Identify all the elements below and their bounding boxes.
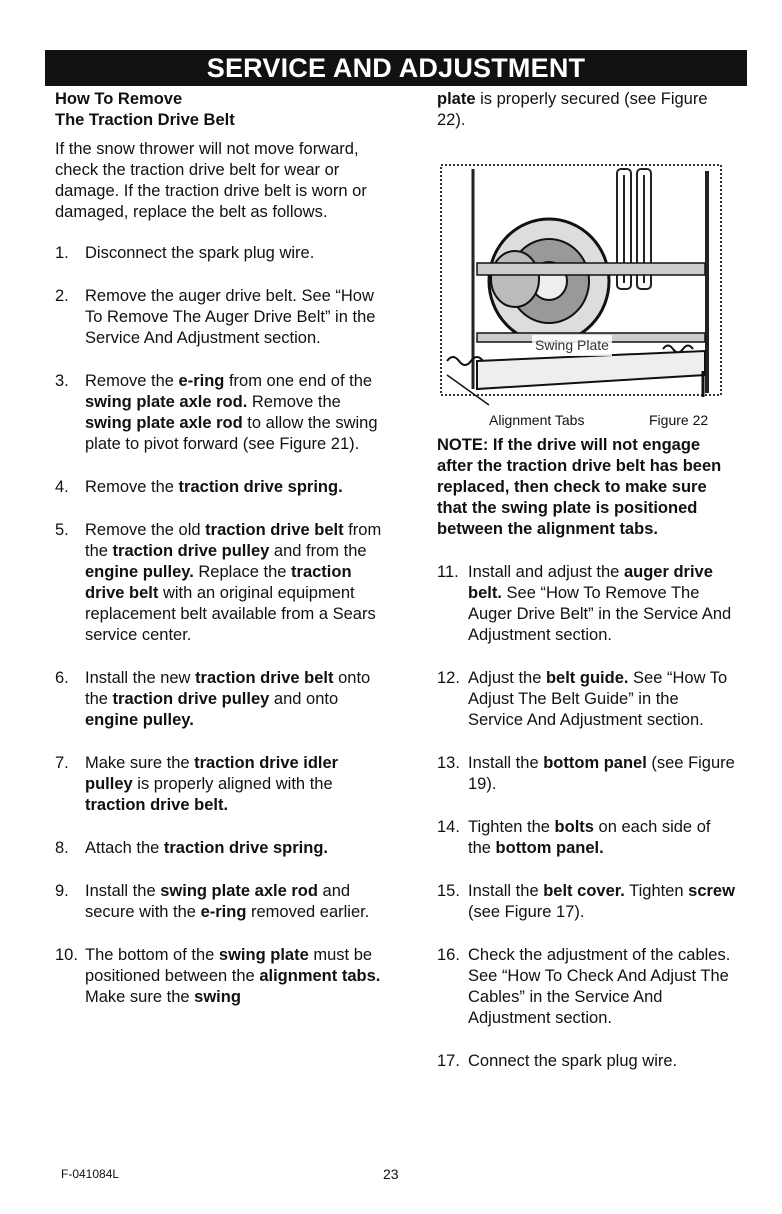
step-number: 11. xyxy=(437,563,459,581)
step-item xyxy=(55,371,385,455)
text-run: Install and adjust the xyxy=(468,563,624,581)
text-run: from one end of the xyxy=(224,372,373,390)
text-run: Install the xyxy=(85,882,161,900)
text-run: Remove the xyxy=(247,393,341,411)
text-run: Make sure the xyxy=(85,754,195,772)
section-heading-line2: The Traction Drive Belt xyxy=(55,111,235,129)
step-text xyxy=(85,881,385,923)
text-run: Install the new xyxy=(85,669,196,687)
bold-term: auger drive belt. xyxy=(468,563,713,602)
text-run: Attach the xyxy=(85,839,164,857)
step-number: 13. xyxy=(437,754,460,772)
figure-caption: Figure 22 xyxy=(649,412,709,428)
section-heading-line1: How To Remove xyxy=(55,90,183,108)
step-text xyxy=(468,753,737,795)
step-text xyxy=(468,562,737,646)
bold-term: swing plate axle rod xyxy=(160,882,318,900)
bold-term: belt cover. xyxy=(543,882,625,900)
right-column xyxy=(437,89,737,1072)
step-number: 7. xyxy=(55,754,69,772)
step-item xyxy=(55,243,385,264)
step-item xyxy=(437,881,737,923)
section-banner: SERVICE AND ADJUSTMENT xyxy=(45,50,747,86)
step-item xyxy=(55,838,385,859)
step-item xyxy=(55,881,385,923)
text-run: See “How To Adjust The Belt Guide” in the Service And Adjustment section. xyxy=(468,669,728,729)
step-item xyxy=(437,1051,737,1072)
bold-term: traction drive belt. xyxy=(85,796,229,814)
step-text xyxy=(85,286,385,349)
step-item xyxy=(55,477,385,498)
text-run: is properly aligned with the xyxy=(132,775,333,793)
text-run: and onto xyxy=(269,690,339,708)
text-run: must be positioned between the xyxy=(85,946,373,985)
step-number: 14. xyxy=(437,818,460,836)
text-run: from the xyxy=(85,521,382,560)
text-run: and from the xyxy=(269,542,367,560)
bold-term: traction drive idler pulley xyxy=(85,754,339,793)
text-run: removed earlier. xyxy=(246,903,370,921)
bold-term: swing plate xyxy=(218,946,309,964)
step-text xyxy=(468,817,737,859)
text-run: The bottom of the xyxy=(85,946,219,964)
bold-term: e-ring xyxy=(178,372,225,390)
continuation-text xyxy=(437,89,737,131)
step-number: 15. xyxy=(437,882,460,900)
step-text xyxy=(468,668,737,731)
step-text xyxy=(85,243,385,264)
bold-term: plate xyxy=(437,90,476,108)
bold-term: alignment tabs. xyxy=(259,967,381,985)
step-number: 8. xyxy=(55,839,69,857)
step-text xyxy=(468,1051,737,1072)
note-text: NOTE: If the drive will not engage after the traction drive belt has been replaced, then check to make sure that the swing plate is positioned between the alignment tabs. xyxy=(437,436,722,538)
bold-term: screw xyxy=(688,882,735,900)
bold-term: bottom panel xyxy=(543,754,647,772)
left-column xyxy=(55,89,385,1008)
step-number: 10. xyxy=(55,946,78,964)
step-text xyxy=(468,945,737,1029)
text-run: is properly secured (see Figure 22). xyxy=(437,90,708,129)
left-step-list xyxy=(55,243,385,1008)
step-item xyxy=(437,945,737,1029)
bold-term: traction drive pulley xyxy=(112,690,270,708)
text-run: Install the xyxy=(468,754,544,772)
step-item xyxy=(55,945,385,1008)
step-text xyxy=(85,477,385,498)
text-run: and secure with the xyxy=(85,882,351,921)
document-code: F-041084L xyxy=(61,1167,120,1181)
text-run: (see Figure 17). xyxy=(468,903,585,921)
bold-term: engine pulley. xyxy=(85,711,194,729)
text-run: Install the xyxy=(468,882,544,900)
text-run: Connect the spark plug wire. xyxy=(468,1052,678,1070)
bold-term: traction drive belt xyxy=(195,669,334,687)
step-item xyxy=(55,668,385,731)
step-item xyxy=(437,668,737,731)
step-item xyxy=(437,562,737,646)
bold-term: swing plate axle rod xyxy=(85,414,243,432)
text-run: on each side of the xyxy=(468,818,711,857)
step-text xyxy=(85,838,385,859)
step-number: 5. xyxy=(55,521,69,539)
text-run: Replace the xyxy=(193,563,292,581)
step-text xyxy=(85,945,385,1008)
step-text xyxy=(85,753,385,816)
figure-22 xyxy=(437,161,727,428)
bold-term: traction drive spring. xyxy=(163,839,329,857)
step-number: 3. xyxy=(55,372,69,390)
right-step-list xyxy=(437,562,737,1072)
text-run: (see Figure 19). xyxy=(468,754,735,793)
text-run: Remove the auger drive belt. See “How To Remove The Auger Drive Belt” in the Service And Adjustment section. xyxy=(85,287,376,347)
step-item xyxy=(55,753,385,816)
text-run: Check the adjustment of the cables. See “How To Check And Adjust The Cables” in the Service And Adjustment section. xyxy=(468,946,731,1027)
step-number: 12. xyxy=(437,669,460,687)
text-run: Remove the old xyxy=(85,521,206,539)
bold-term: bolts xyxy=(554,818,594,836)
step-number: 17. xyxy=(437,1052,460,1070)
text-run: to allow the swing plate to pivot forward (see Figure 21). xyxy=(85,414,378,453)
step-number: 1. xyxy=(55,244,69,262)
step-number: 9. xyxy=(55,882,69,900)
bold-term: engine pulley. xyxy=(85,563,194,581)
step-text xyxy=(468,881,737,923)
step-item xyxy=(55,520,385,646)
step-number: 4. xyxy=(55,478,69,496)
text-run: Adjust the xyxy=(468,669,546,687)
bold-term: belt guide. xyxy=(545,669,629,687)
step-text xyxy=(85,668,385,731)
bold-term: traction drive spring. xyxy=(178,478,343,496)
text-run: Tighten xyxy=(624,882,689,900)
text-run: Make sure the xyxy=(85,988,195,1006)
text-run: onto the xyxy=(85,669,371,708)
text-run: Tighten the xyxy=(468,818,555,836)
alignment-tabs-label: Alignment Tabs xyxy=(489,412,585,428)
page-number: 23 xyxy=(383,1166,399,1182)
text-run: Remove the xyxy=(85,372,179,390)
swing-plate-illustration xyxy=(437,161,727,411)
bold-term: e-ring xyxy=(200,903,247,921)
step-number: 2. xyxy=(55,287,69,305)
text-run: Disconnect the spark plug wire. xyxy=(85,244,315,262)
text-run: with an original equipment replacement belt available from a Sears service center. xyxy=(85,584,376,644)
step-number: 6. xyxy=(55,669,69,687)
swing-plate-label: Swing Plate xyxy=(532,335,612,356)
text-run: Remove the xyxy=(85,478,179,496)
bold-term: traction drive pulley xyxy=(112,542,270,560)
step-item xyxy=(437,817,737,859)
bold-term: swing plate axle rod. xyxy=(85,393,248,411)
step-item xyxy=(437,753,737,795)
bold-term: bottom panel. xyxy=(495,839,604,857)
step-text xyxy=(85,371,385,455)
text-run: See “How To Remove The Auger Drive Belt” in the Service And Adjustment section. xyxy=(468,584,732,644)
step-number: 16. xyxy=(437,946,460,964)
bold-term: traction drive belt xyxy=(205,521,344,539)
intro-paragraph: If the snow thrower will not move forward, check the traction drive belt for wear or damage. If the traction drive belt is worn or damaged, replace the belt as follows. xyxy=(55,140,367,221)
bold-term: swing xyxy=(194,988,241,1006)
step-item xyxy=(55,286,385,349)
step-text xyxy=(85,520,385,646)
bold-term: traction drive belt xyxy=(85,563,352,602)
